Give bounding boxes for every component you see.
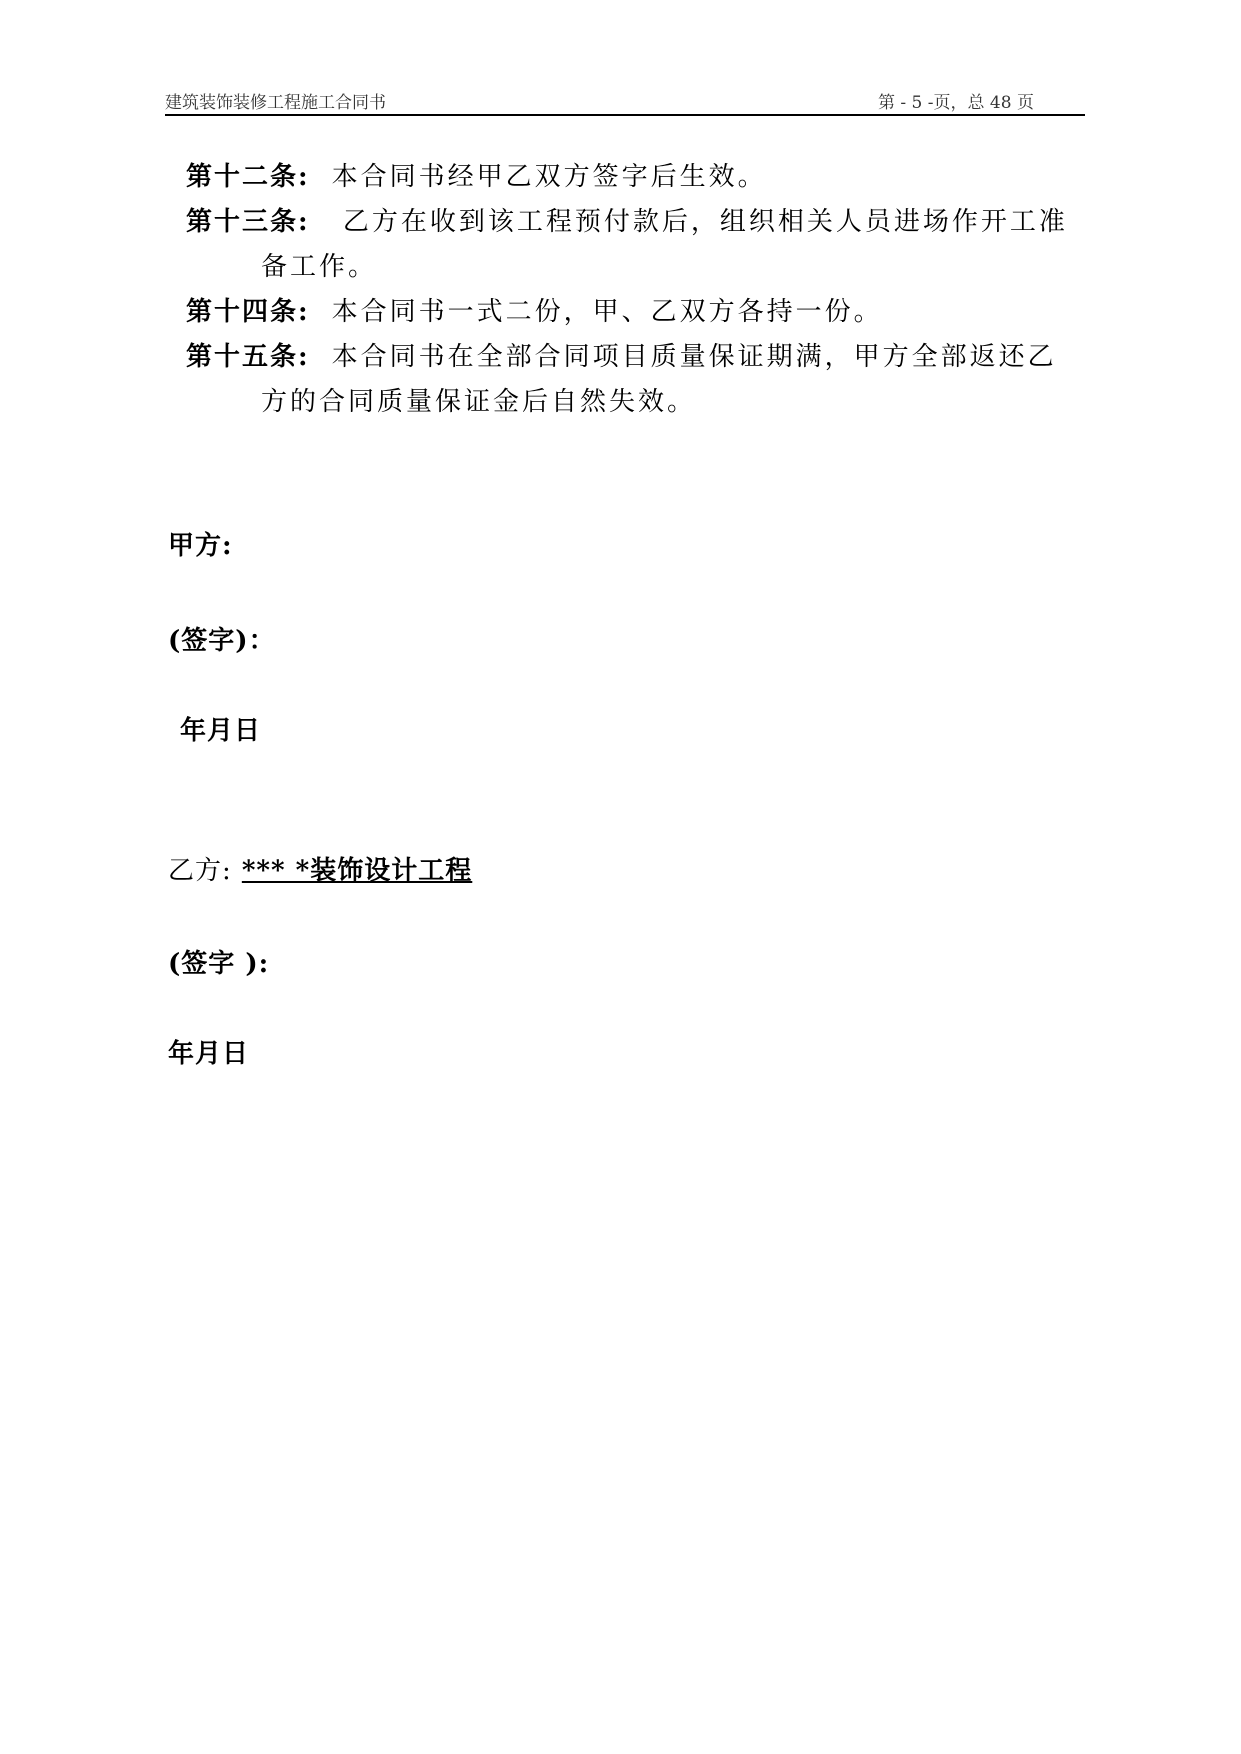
clause-label: 第十三条: [186, 207, 310, 237]
clause-label: 第十五条: [186, 342, 310, 372]
clause-15 [186, 335, 1086, 425]
party-a-date: 年月日 [180, 716, 262, 746]
clause-text: 乙方在收到该工程预付款后，组织相关人员进场作开工准 [331, 207, 1068, 237]
clause-text-continuation: 备工作。 [261, 252, 378, 282]
clause-text: 本合同书一式二份，甲、乙双方各持一份。 [331, 297, 883, 327]
clause-14 [186, 290, 1086, 335]
party-b-label: 乙方: [168, 856, 232, 886]
party-b-name: *** *装饰设计工程 [241, 856, 473, 886]
clause-12 [186, 155, 1086, 200]
clause-text: 本合同书在全部合同项目质量保证期满，甲方全部返还乙 [331, 342, 1057, 372]
party-a-label: 甲方: [168, 531, 233, 561]
clause-13 [186, 200, 1086, 290]
clause-text: 本合同书经甲乙双方签字后生效。 [331, 162, 767, 192]
document-title: 建筑装饰装修工程施工合同书 [165, 93, 386, 113]
party-b-line [168, 850, 472, 887]
clause-label: 第十二条: [186, 162, 310, 192]
party-b-signature: (签字 ): [168, 949, 270, 979]
party-a-signature: (签字)： [168, 626, 276, 656]
party-b-date: 年月日 [168, 1039, 250, 1069]
clause-label: 第十四条: [186, 297, 310, 327]
clause-text-continuation: 方的合同质量保证金后自然失效。 [261, 387, 697, 417]
page-header [165, 86, 1085, 116]
page-number: 第 - 5 -页，总 48 页 [878, 93, 1034, 113]
